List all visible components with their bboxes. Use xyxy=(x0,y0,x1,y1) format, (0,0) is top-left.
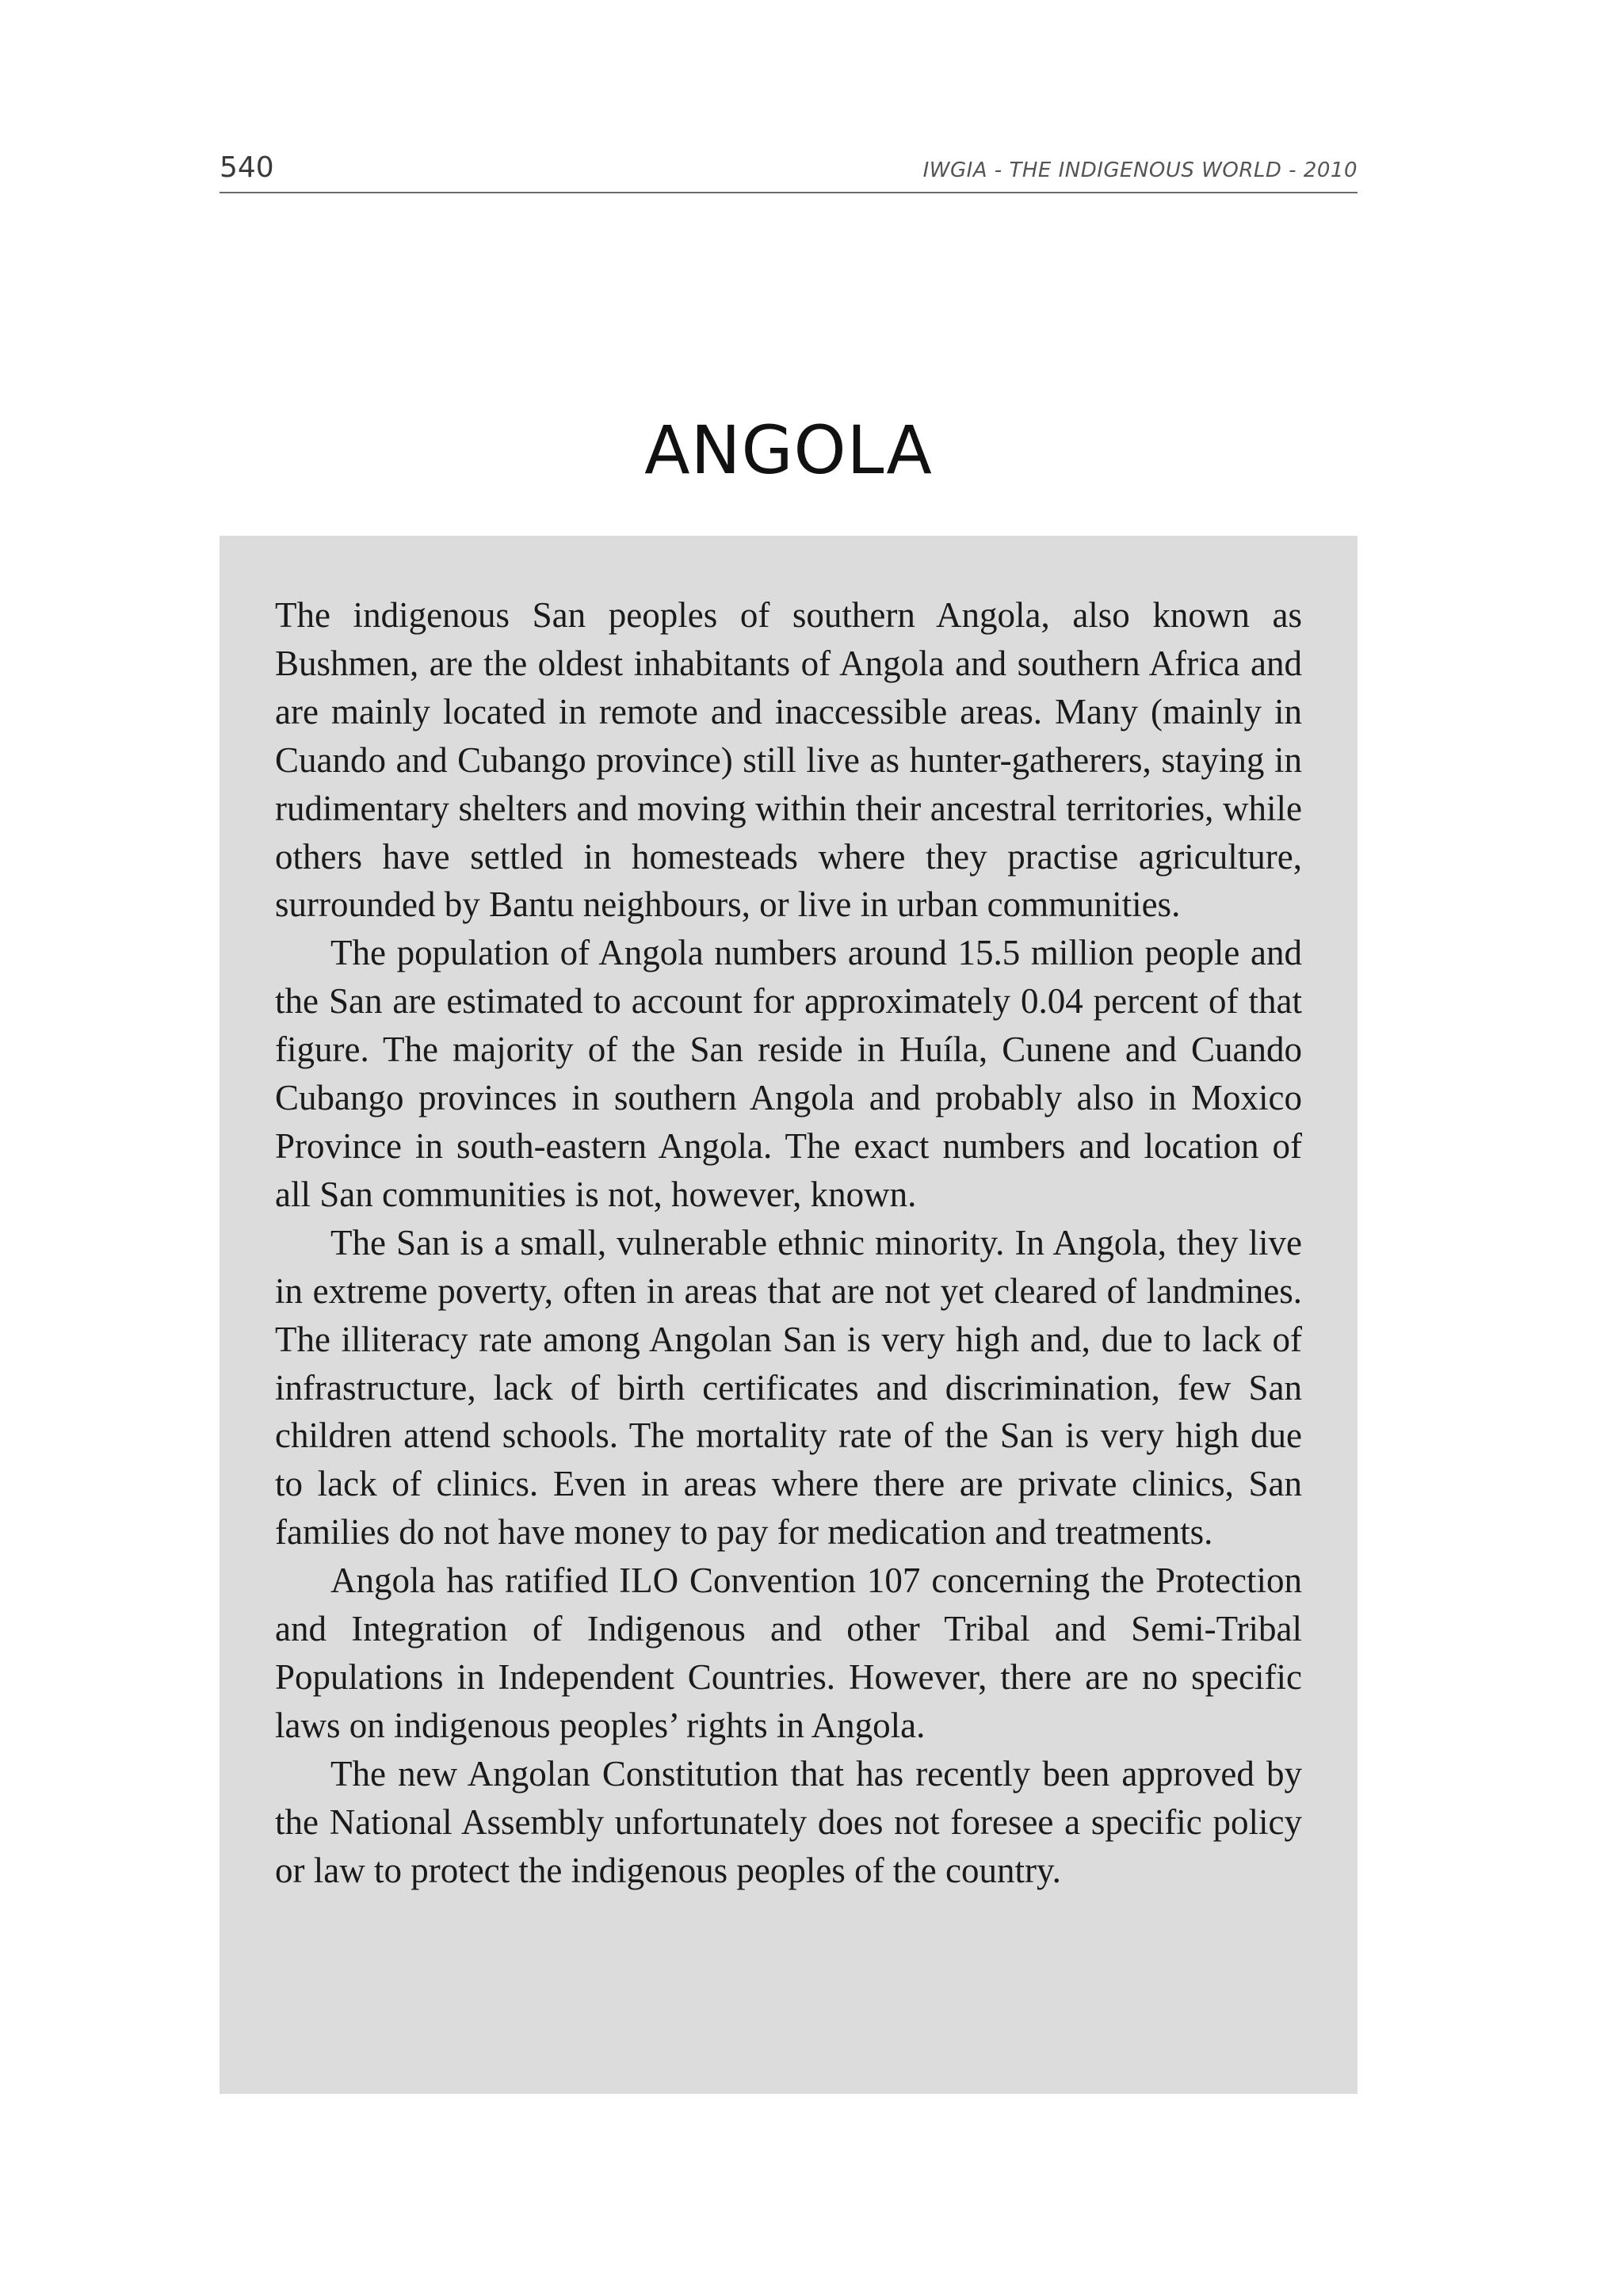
summary-paragraph: The San is a small, vulnerable ethnic minority. In Angola, they live in extreme poverty, often in areas that are not yet cleared of landmines. The illiteracy rate among Angolan San is very high and, due to lack of infrastructure, lack of birth certificates and discrimination, few San children attend schools. The mortality rate of the San is very high due to lack of clinics. Even in areas where there are private clinics, San families do not have money to pay for medication and treatments. xyxy=(275,1222,1302,1553)
page-number: 540 xyxy=(220,151,274,184)
summary-paragraph: The indigenous San peoples of southern Angola, also known as Bushmen, are the oldest inhabitants of Angola and southern Africa and are mainly located in remote and inaccessible areas. Many (mainly in Cuando and Cubango province) still live as hunter-gatherers, staying in rudimentary shelters and moving within their ancestral territories, while others have settled in homesteads where they practise agriculture, surrounded by Bantu neighbours, or live in urban communities. xyxy=(275,595,1302,925)
summary-paragraph: The new Angolan Constitution that has recently been approved by the National Assembly unfortunately does not foresee a specific policy or law to protect the indigenous peoples of the country. xyxy=(275,1753,1302,1890)
summary-paragraph: The population of Angola numbers around 15.5 million people and the San are estimated to account for approximately 0.04 percent of that figure. The majority of the San reside in Huíla, Cunene and Cuando Cubango provinces in southern Angola and probably also in Moxico Province in south-eastern Angola. The exact numbers and location of all San communities is not, however, known. xyxy=(275,933,1302,1214)
page-header xyxy=(220,151,1358,193)
summary-box xyxy=(220,536,1358,2094)
running-head: IWGIA - THE INDIGENOUS WORLD - 2010 xyxy=(922,159,1358,182)
summary-paragraph: Angola has ratified ILO Convention 107 concerning the Protection and Integration of Indigenous and other Tribal and Semi-Tribal Populations in Independent Countries. However, there are no specific laws on indigenous peoples’ rights in Angola. xyxy=(275,1561,1302,1745)
chapter-title: ANGOLA xyxy=(644,411,933,489)
summary-text xyxy=(275,591,1302,1894)
